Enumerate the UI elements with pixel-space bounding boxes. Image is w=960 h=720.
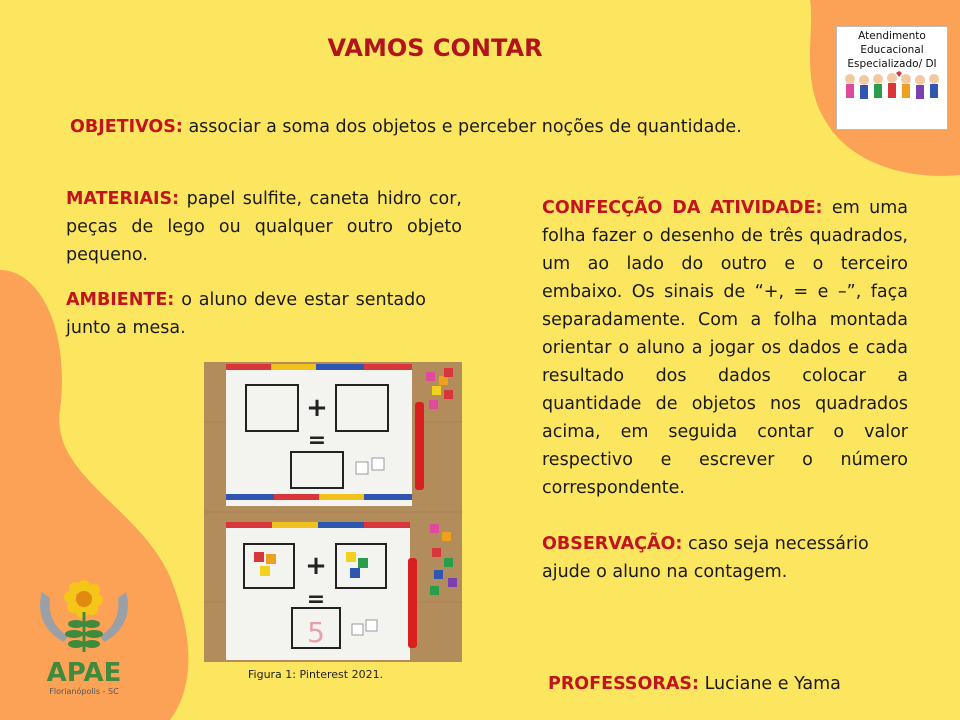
ambiente-text: o aluno deve estar sentado junto a mesa. [66, 290, 426, 338]
professoras-text: Luciane e Yama [704, 674, 841, 694]
professoras-line [548, 670, 908, 698]
children-drawing-icon [840, 71, 944, 111]
badge-line-3: Especializado/ DI [847, 58, 937, 70]
confeccao-paragraph [542, 194, 908, 502]
materiais-text: papel sulfite, caneta hidro cor, peças de lego ou qualquer outro objeto pequeno. [66, 189, 462, 265]
confeccao-text: em uma folha fazer o desenho de três quadrados, um ao lado do outro e o terceiro embaixo. Os sinais de “+, = e –”, faça separadamente. Com a folha montada orientar o aluno a jogar os dados e cada resultado dos dados colocar a quantidade de objetos nos quadrados acima, em seguida contar o valor respectivo e escrever o número correspondente. [542, 198, 908, 498]
objetivos-label: OBJETIVOS: [70, 117, 183, 137]
activity-photo-drawing [204, 362, 462, 662]
observacao-paragraph [542, 530, 892, 586]
svg-text:=: = [306, 587, 326, 612]
activity-photo [204, 362, 462, 662]
observacao-text: caso seja necessário ajude o aluno na contagem. [542, 534, 869, 582]
materiais-label: MATERIAIS: [66, 189, 180, 209]
objetivos-paragraph [70, 113, 792, 141]
apae-city: Florianópolis - SC [49, 687, 119, 696]
badge-line-2: Educacional [860, 44, 924, 56]
svg-text:=: = [307, 428, 327, 453]
apae-logo [34, 572, 134, 702]
confeccao-label: CONFECÇÃO DA ATIVIDADE: [542, 198, 823, 218]
ambiente-label: AMBIENTE: [66, 290, 175, 310]
objetivos-text: associar a soma dos objetos e perceber noções de quantidade. [188, 117, 742, 137]
professoras-label: PROFESSORAS: [548, 674, 700, 694]
ambiente-paragraph [66, 286, 426, 342]
apae-name: APAE [46, 658, 122, 688]
svg-text:+: + [306, 393, 328, 423]
aee-badge [836, 26, 948, 130]
materiais-paragraph [66, 185, 462, 269]
observacao-label: OBSERVAÇÃO: [542, 534, 683, 554]
apae-flower-hands-icon [34, 572, 134, 656]
svg-text:+: + [305, 551, 327, 581]
photo-caption: Figura 1: Pinterest 2021. [248, 668, 384, 681]
page-title: VAMOS CONTAR [327, 34, 543, 62]
badge-line-1: Atendimento [858, 30, 926, 42]
photo-number-five: 5 [307, 616, 325, 649]
